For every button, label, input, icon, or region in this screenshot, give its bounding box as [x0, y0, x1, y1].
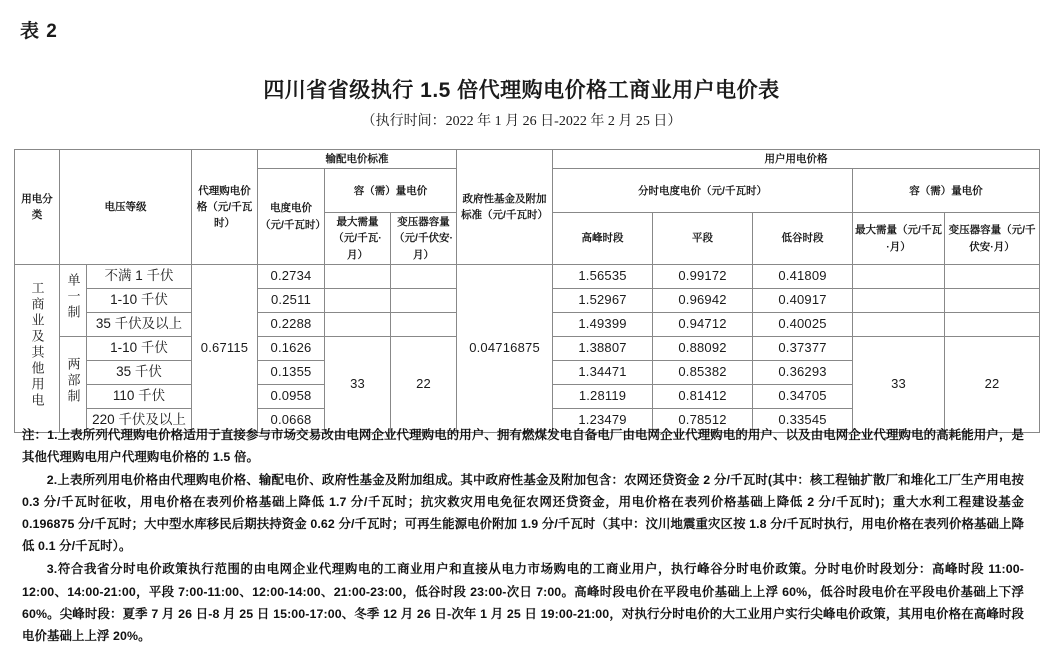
cell-energy-price: 0.0668 [258, 409, 325, 433]
cell-peak-price: 1.52967 [553, 289, 653, 313]
page-title: 四川省省级执行 1.5 倍代理购电价格工商业用户电价表 [263, 79, 780, 102]
header-valley-period: 低谷时段 [753, 213, 853, 265]
cell-energy-price: 0.0958 [258, 385, 325, 409]
header-capacity-demand-price: 容（需）量电价 [325, 169, 457, 213]
cell-user-transformer-capacity-empty [945, 313, 1040, 337]
header-energy-price: 电度电价（元/千瓦时） [258, 169, 325, 265]
header-user-transformer-capacity: 变压器容量（元/千伏安·月） [945, 213, 1040, 265]
cell-peak-price: 1.34471 [553, 361, 653, 385]
table-body [15, 265, 1040, 433]
note-2: 2.上表所列用电价格由代理购电价格、输配电价、政府性基金及附加组成。其中政府性基金及附加包含：农网还贷资金 2 分/千瓦时(其中：核工程铀扩散厂和堆化工厂生产用电按 0.3 分/千瓦时征收，用电价格在表列价格基础上降低 1.7 分/千瓦时；抗灾救灾用电免征农网还贷资金，用电价格在表列价格基础上降低 2 分/千瓦时)；重大水利工程建设基金 0.196875 分/千瓦时；大中型水库移民后期扶持资金 0.62 分/千瓦时；可再生能源电价附加 1.9 分/千瓦时（其中：汶川地震重灾区按 1.8 分/千瓦时执行，用电价格在表列价格基础上降低 0.1 分/千瓦时）。 [22, 473, 1024, 554]
cell-valley-price: 0.37377 [753, 337, 853, 361]
header-gov-fund: 政府性基金及附加标准（元/千瓦时） [457, 150, 553, 265]
cell-flat-price: 0.78512 [653, 409, 753, 433]
cell-flat-price: 0.94712 [653, 313, 753, 337]
note-1: 注：1.上表所列代理购电价格适用于直接参与市场交易改由电网企业代理购电的用户、拥有燃煤发电自备电厂由电网企业代理购电的用户、以及由电网企业代理购电的高耗能用户，是其他代理购电用户代理购电价格的 1.5 倍。 [22, 428, 1024, 465]
cell-voltage: 1-10 千伏 [87, 289, 192, 313]
header-transformer-capacity: 变压器容量（元/千伏安·月） [391, 213, 457, 265]
cell-peak-price: 1.49399 [553, 313, 653, 337]
header-voltage-level: 电压等级 [60, 150, 192, 265]
cell-transmission-transformer-capacity-empty [391, 265, 457, 289]
cell-voltage: 35 千伏 [87, 361, 192, 385]
cell-peak-price: 1.28119 [553, 385, 653, 409]
header-user-price: 用户用电价格 [553, 150, 1040, 169]
cell-user-max-demand: 33 [853, 337, 945, 433]
cell-agent-price: 0.67115 [192, 265, 258, 433]
header-transmission-standard: 输配电价标准 [258, 150, 457, 169]
table-header [15, 150, 1040, 265]
cell-voltage: 110 千伏 [87, 385, 192, 409]
cell-user-max-demand-empty [853, 313, 945, 337]
header-flat-period: 平段 [653, 213, 753, 265]
cell-voltage: 35 千伏及以上 [87, 313, 192, 337]
cell-voltage: 不满 1 千伏 [87, 265, 192, 289]
cell-flat-price: 0.81412 [653, 385, 753, 409]
cell-gov-fund: 0.04716875 [457, 265, 553, 433]
header-tou-energy-price: 分时电度电价（元/千瓦时） [553, 169, 853, 213]
cell-user-transformer-capacity-empty [945, 289, 1040, 313]
header-user-capacity-demand-price: 容（需）量电价 [853, 169, 1040, 213]
cell-peak-price: 1.38807 [553, 337, 653, 361]
cell-energy-price: 0.1626 [258, 337, 325, 361]
cell-energy-price: 0.1355 [258, 361, 325, 385]
price-table-wrapper [14, 149, 1036, 433]
cell-peak-price: 1.23479 [553, 409, 653, 433]
cell-voltage: 220 千伏及以上 [87, 409, 192, 433]
cell-valley-price: 0.34705 [753, 385, 853, 409]
cell-transmission-max-demand-empty [325, 265, 391, 289]
cell-valley-price: 0.40917 [753, 289, 853, 313]
cell-valley-price: 0.33545 [753, 409, 853, 433]
cell-peak-price: 1.56535 [553, 265, 653, 289]
cell-flat-price: 0.96942 [653, 289, 753, 313]
cell-energy-price: 0.2288 [258, 313, 325, 337]
notes-section [22, 424, 1024, 648]
cell-user-max-demand-empty [853, 265, 945, 289]
cell-valley-price: 0.40025 [753, 313, 853, 337]
page-subtitle: （执行时间：2022 年 1 月 26 日-2022 年 2 月 25 日） [361, 114, 682, 129]
cell-voltage: 1-10 千伏 [87, 337, 192, 361]
cell-energy-price: 0.2734 [258, 265, 325, 289]
cell-user-transformer-capacity-empty [945, 265, 1040, 289]
cell-pricing-system: 两部制 [60, 337, 87, 433]
cell-flat-price: 0.99172 [653, 265, 753, 289]
cell-flat-price: 0.85382 [653, 361, 753, 385]
header-category: 用电分类 [15, 150, 60, 265]
header-max-demand: 最大需量（元/千瓦·月） [325, 213, 391, 265]
cell-transmission-max-demand-empty [325, 313, 391, 337]
header-peak-period: 高峰时段 [553, 213, 653, 265]
cell-user-transformer-capacity: 22 [945, 337, 1040, 433]
cell-flat-price: 0.88092 [653, 337, 753, 361]
cell-transmission-max-demand: 33 [325, 337, 391, 433]
cell-user-max-demand-empty [853, 289, 945, 313]
cell-transmission-max-demand-empty [325, 289, 391, 313]
cell-energy-price: 0.2511 [258, 289, 325, 313]
cell-pricing-system: 单一制 [60, 265, 87, 337]
note-3: 3.符合我省分时电价政策执行范围的由电网企业代理购电的工商业用户和直接从电力市场购电的工商业用户，执行峰谷分时电价政策。分时电价时段划分：高峰时段 11:00-12:00、14:00-21:00，平段 7:00-11:00、12:00-14:00、21:00-23:00，低谷时段 23:00-次日 7:00。高峰时段电价在平段电价基础上上浮 60%，低谷时段电价在平段电价基础上下浮 60%。尖峰时段：夏季 7 月 26 日-8 月 25 日 15:00-17:00、冬季 12 月 26 日-次年 1 月 25 日 19:00-21:00，对执行分时电价的大工业用户实行尖峰电价政策，其用电价格在高峰时段电价基础上上浮 20%。 [22, 562, 1024, 643]
price-table [14, 149, 1040, 433]
cell-valley-price: 0.41809 [753, 265, 853, 289]
header-row-1 [15, 150, 1040, 169]
cell-transmission-transformer-capacity-empty [391, 313, 457, 337]
cell-valley-price: 0.36293 [753, 361, 853, 385]
header-user-max-demand: 最大需量（元/千瓦·月） [853, 213, 945, 265]
header-agent-purchase-price: 代理购电价格（元/千瓦时） [192, 150, 258, 265]
table-row [15, 265, 1040, 289]
cell-transmission-transformer-capacity-empty [391, 289, 457, 313]
cell-category: 工商业及其他用电 [15, 265, 60, 433]
table-label: 表 2 [20, 21, 58, 42]
cell-transmission-transformer-capacity: 22 [391, 337, 457, 433]
